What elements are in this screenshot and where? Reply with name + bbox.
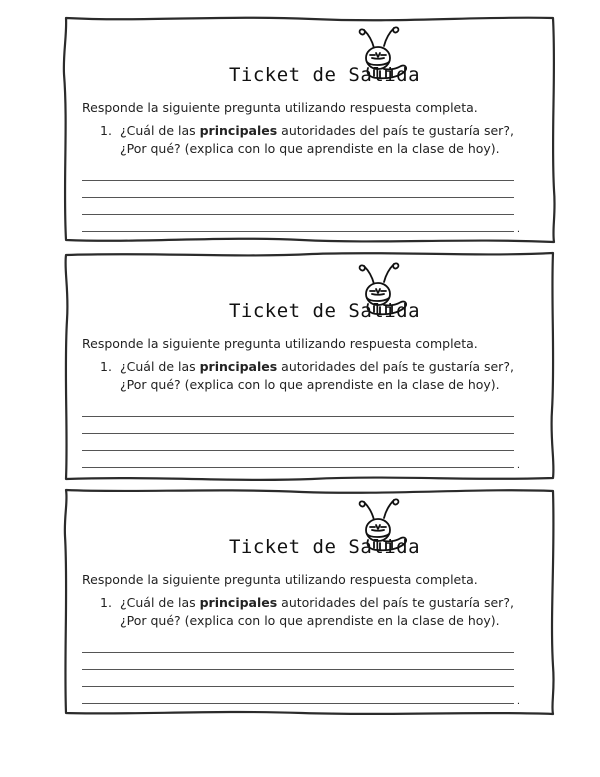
answer-lines[interactable] bbox=[82, 164, 520, 235]
ticket-title: Ticket de Salida bbox=[228, 536, 421, 558]
question-text: ¿Cuál de las principales autoridades del país te gustaría ser?, ¿Por qué? (explica con lo que aprendiste en la clase de hoy). bbox=[120, 595, 514, 628]
end-mark: . bbox=[516, 696, 520, 707]
answer-line[interactable] bbox=[82, 198, 514, 215]
question-text: ¿Cuál de las principales autoridades del país te gustaría ser?, ¿Por qué? (explica con lo que aprendiste en la clase de hoy). bbox=[120, 123, 514, 156]
answer-line[interactable] bbox=[82, 434, 514, 451]
question bbox=[100, 594, 520, 630]
answer-line[interactable] bbox=[82, 215, 514, 232]
instruction-text: Responde la siguiente pregunta utilizando respuesta completa. bbox=[82, 572, 478, 587]
end-mark: . bbox=[516, 224, 520, 235]
answer-line[interactable] bbox=[82, 451, 514, 468]
question-number: 1. bbox=[100, 595, 112, 610]
exit-ticket-3 bbox=[62, 486, 557, 718]
ticket-title: Ticket de Salida bbox=[228, 64, 421, 86]
question-keyword: principales bbox=[199, 123, 278, 138]
ticket-title: Ticket de Salida bbox=[228, 300, 421, 322]
question-number: 1. bbox=[100, 123, 112, 138]
question bbox=[100, 122, 520, 158]
end-mark: . bbox=[516, 460, 520, 471]
question bbox=[100, 358, 520, 394]
answer-lines[interactable] bbox=[82, 636, 520, 707]
exit-ticket-1 bbox=[62, 14, 557, 246]
instruction-text: Responde la siguiente pregunta utilizando respuesta completa. bbox=[82, 336, 478, 351]
answer-line[interactable] bbox=[82, 164, 514, 181]
question-keyword: principales bbox=[199, 359, 278, 374]
answer-line[interactable] bbox=[82, 417, 514, 434]
answer-line[interactable] bbox=[82, 636, 514, 653]
instruction-text: Responde la siguiente pregunta utilizando respuesta completa. bbox=[82, 100, 478, 115]
question-text: ¿Cuál de las principales autoridades del país te gustaría ser?, ¿Por qué? (explica con lo que aprendiste en la clase de hoy). bbox=[120, 359, 514, 392]
question-keyword: principales bbox=[199, 595, 278, 610]
answer-line[interactable] bbox=[82, 687, 514, 704]
question-number: 1. bbox=[100, 359, 112, 374]
answer-line[interactable] bbox=[82, 670, 514, 687]
answer-line[interactable] bbox=[82, 653, 514, 670]
answer-line[interactable] bbox=[82, 400, 514, 417]
answer-line[interactable] bbox=[82, 181, 514, 198]
exit-ticket-2 bbox=[62, 250, 557, 482]
answer-lines[interactable] bbox=[82, 400, 520, 471]
